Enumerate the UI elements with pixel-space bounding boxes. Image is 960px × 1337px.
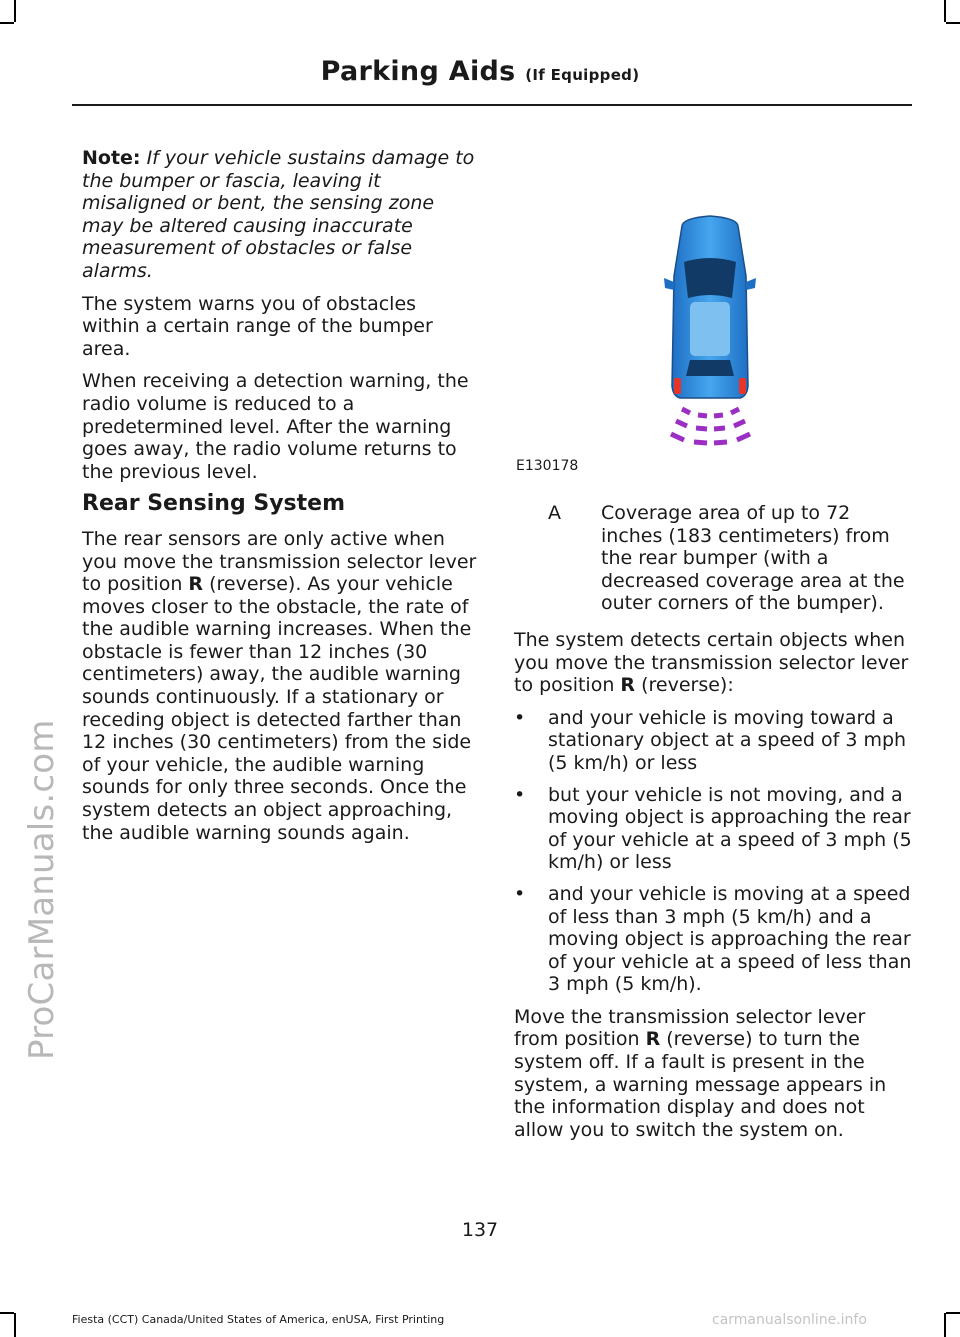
page-number: 137 bbox=[461, 1219, 499, 1241]
list-item-text: and your vehicle is moving toward a stationary object at a speed of 3 mph (5 km/h) or less bbox=[548, 706, 907, 774]
wave-segment bbox=[737, 434, 750, 440]
paragraph: The system warns you of obstacles within a certain range of the bumper area. bbox=[82, 292, 433, 360]
side-watermark: ProCarManuals.com bbox=[22, 719, 62, 1060]
right-column bbox=[514, 502, 912, 1151]
header-rule bbox=[72, 104, 912, 106]
header-title: Parking Aids bbox=[320, 56, 516, 87]
bullet-icon: • bbox=[514, 882, 526, 905]
wave-segment bbox=[714, 428, 725, 429]
legend-text: Coverage area of up to 72 inches (183 centimeters) from the rear bumper (with a decreased coverage area at the outer corners of the bumper). bbox=[601, 502, 905, 615]
header-subtitle: (If Equipped) bbox=[525, 66, 640, 84]
wave-segment bbox=[696, 428, 707, 429]
note-paragraph bbox=[82, 147, 478, 283]
windshield bbox=[684, 258, 736, 298]
note-text: If your vehicle sustains damage to the bumper or fascia, leaving it misaligned or bent, the sensing zone may be altered causing inaccurate measurement of obstacles or false alarms. bbox=[82, 147, 475, 282]
footer-text: Fiesta (CCT) Canada/United States of America, enUSA, First Printing bbox=[72, 1313, 445, 1326]
crop-mark bbox=[0, 1312, 14, 1314]
gear-label: R bbox=[645, 1028, 661, 1051]
note-label: Note: bbox=[82, 147, 141, 169]
text-run: Move the transmission selector lever from position bbox=[514, 1005, 866, 1051]
paragraph bbox=[514, 629, 912, 697]
wave-segment bbox=[714, 415, 723, 416]
bullet-icon: • bbox=[514, 783, 526, 806]
footer-watermark: carmanualsonline.info bbox=[712, 1312, 867, 1328]
wave-segment bbox=[698, 415, 707, 416]
left-column bbox=[82, 147, 478, 854]
wave-segment bbox=[676, 421, 687, 426]
text-run: The rear sensors are only active when you move the transmission selector lever to position bbox=[82, 527, 477, 596]
crop-mark bbox=[946, 22, 960, 24]
rear-sensing-figure bbox=[514, 206, 912, 476]
figure-legend-row bbox=[514, 502, 912, 615]
sensing-waves bbox=[671, 409, 750, 443]
crop-mark bbox=[944, 1313, 946, 1337]
list-item bbox=[514, 883, 912, 996]
text-run: (reverse): bbox=[635, 674, 734, 697]
mirror-right bbox=[746, 278, 756, 290]
text-run: The system detects certain objects when you move the transmission selector lever to position bbox=[514, 628, 909, 697]
paragraph: When receiving a detection warning, the radio volume is reduced to a predetermined level. After the warning goes away, the radio volume returns to the previous level. bbox=[82, 370, 469, 483]
wave-segment bbox=[671, 434, 684, 440]
mirror-left bbox=[664, 278, 674, 290]
gear-label: R bbox=[188, 573, 204, 596]
wave-segment bbox=[734, 421, 745, 426]
list-item-text: and your vehicle is moving at a speed of less than 3 mph (5 km/h) and a moving object is approaching the rear of your vehicle at a speed of less than 3 mph (5 km/h). bbox=[548, 882, 912, 996]
tail-light-right bbox=[739, 378, 746, 394]
rear-window bbox=[686, 360, 734, 376]
text-run: (reverse) to turn the system off. If a fault is present in the system, a warning message appears in the information display and does not allow you to switch the system on. bbox=[514, 1028, 887, 1141]
paragraph bbox=[82, 528, 478, 844]
roof bbox=[690, 302, 730, 356]
bullet-icon: • bbox=[514, 706, 526, 729]
crop-mark bbox=[0, 22, 14, 24]
list-item-text: but your vehicle is not moving, and a moving object is approaching the rear of your vehicle at a speed of 3 mph (5 km/h) or less bbox=[548, 783, 912, 874]
wave-segment bbox=[731, 409, 739, 413]
crop-mark bbox=[14, 0, 16, 22]
list-item bbox=[514, 707, 912, 775]
list-item bbox=[514, 784, 912, 874]
page-header bbox=[0, 56, 960, 87]
car-top-view-illustration bbox=[514, 206, 912, 476]
wave-segment bbox=[682, 409, 690, 413]
crop-mark bbox=[944, 0, 946, 22]
wave-segment bbox=[694, 442, 707, 443]
paragraph bbox=[514, 1006, 912, 1142]
gear-label: R bbox=[620, 674, 636, 697]
crop-mark bbox=[14, 1313, 16, 1337]
text-run: (reverse). As your vehicle moves closer to the obstacle, the rate of the audible warning increases. When the obstacle is fewer than 12 inches (30 centimeters) away, the audible warning sounds continuously. If a stationary or receding object is detected farther than 12 inches (30 centimeters) from the side of your vehicle, the audible warning sounds for only three seconds. Once the system detects an object approaching, the audible warning sounds again. bbox=[82, 573, 472, 844]
legend-letter: A bbox=[548, 502, 561, 524]
section-heading: Rear Sensing System bbox=[82, 491, 345, 517]
tail-light-left bbox=[674, 378, 681, 394]
conditions-list bbox=[514, 707, 912, 996]
wave-segment bbox=[714, 442, 727, 443]
crop-mark bbox=[946, 1312, 960, 1314]
figure-id: E130178 bbox=[516, 458, 579, 474]
